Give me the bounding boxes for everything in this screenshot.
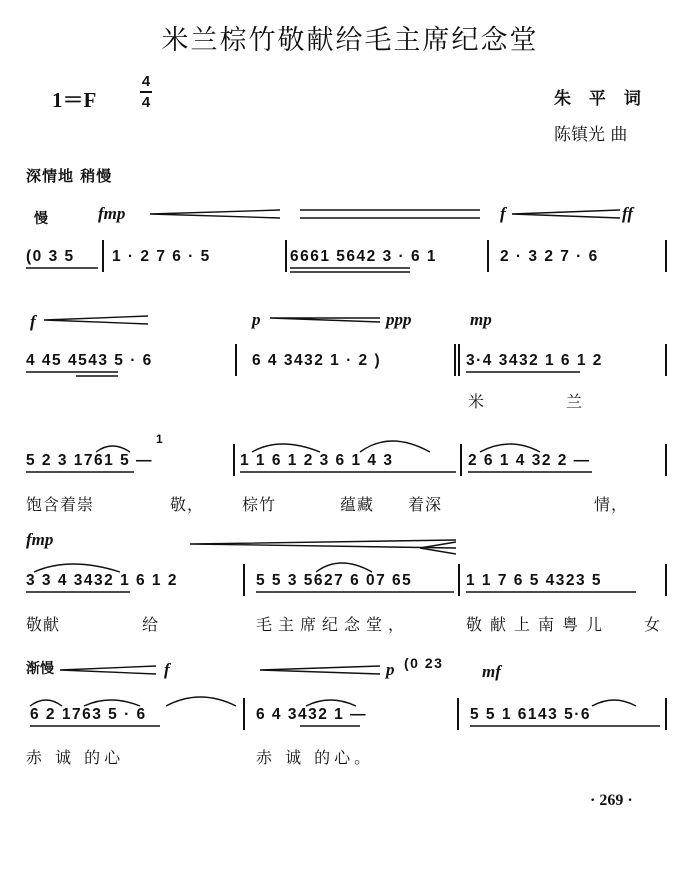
notation-measure: 5 2 3 1761 5 —	[26, 452, 153, 469]
lyric-text: 赤 诚 的心	[26, 748, 125, 767]
lyric-text: 蕴藏	[340, 495, 375, 514]
notation-measure: (0 3 5	[26, 248, 75, 265]
lyric-text: 棕竹	[242, 495, 277, 514]
dynamic-mark: f	[30, 312, 36, 331]
dynamic-mark: p	[252, 310, 261, 329]
lyric-text: 毛主席纪念堂，	[256, 615, 411, 634]
notation-insert: (0 23	[404, 655, 444, 671]
lyric-text: 敬献	[26, 615, 61, 634]
meter-bottom: 4	[141, 94, 151, 111]
notation-measure: 3 3 4 3432 1 6 1 2	[26, 572, 178, 589]
notation-measure: 6 4 3432 1 · 2 )	[252, 352, 382, 369]
dynamic-mark: f	[500, 204, 506, 223]
lyric-text: 着深	[408, 495, 443, 514]
lyricist-credit: 朱 平 词	[554, 89, 647, 109]
notation-measure: 5 5 1 6143 5·6	[470, 706, 591, 723]
dynamic-mark: p	[386, 660, 395, 679]
notation-measure: 5 5 3 5627 6 07 65	[256, 572, 413, 589]
dynamic-mark: mp	[470, 310, 492, 329]
notation-measure: 3·4 3432 1 6 1 2	[466, 352, 603, 369]
tempo-mark: 慢	[34, 211, 48, 227]
notation-measure: 4 45 4543 5 · 6	[26, 352, 153, 369]
composer-credit: 陈镇光 曲	[554, 125, 628, 145]
notation-measure: 6661 5642 3 · 6 1	[290, 248, 438, 265]
lyric-text: 米	[468, 392, 486, 411]
notation-measure: 1 1 7 6 5 4323 5	[466, 572, 603, 589]
tempo-mark: 渐慢	[26, 661, 54, 677]
lyric-text: 敬，	[170, 495, 205, 514]
notation-measure: 6 2 1763 5 · 6	[30, 706, 147, 723]
lyric-text: 兰	[566, 392, 584, 411]
grace-note: 1	[156, 432, 165, 446]
notation-measure: 2 6 1 4 32 2 —	[468, 452, 591, 469]
notation-measure: 6 4 3432 1 —	[256, 706, 368, 723]
key-signature: 1＝F	[52, 88, 97, 112]
lyric-text: 给	[142, 615, 160, 634]
meter-top: 4	[141, 73, 151, 90]
notation-measure: 2 · 3 2 7 · 6	[500, 248, 599, 265]
lyric-text: 饱含着崇	[26, 495, 95, 514]
dynamic-mark: ppp	[386, 310, 412, 329]
notation-measure: 1 · 2 7 6 · 5	[112, 248, 211, 265]
lyric-text: 敬献上南粤儿	[466, 615, 611, 634]
dynamic-mark: fmp	[98, 204, 126, 223]
page-number: · 269 ·	[590, 792, 633, 809]
dynamic-mark: f	[164, 660, 170, 679]
dynamic-mark: mf	[482, 662, 501, 681]
lyric-text: 情，	[594, 495, 629, 514]
dynamic-mark: ff	[622, 204, 634, 223]
performance-direction: 深情地 稍慢	[26, 167, 113, 185]
lyric-text: 女	[644, 615, 662, 634]
notation-measure: 1 1 6 1 2 3 6 1 4 3	[240, 452, 394, 469]
page-title: 米兰棕竹敬献给毛主席纪念堂	[161, 25, 539, 56]
dynamic-mark: fmp	[26, 530, 54, 549]
lyric-text: 赤 诚 的心。	[256, 748, 375, 767]
